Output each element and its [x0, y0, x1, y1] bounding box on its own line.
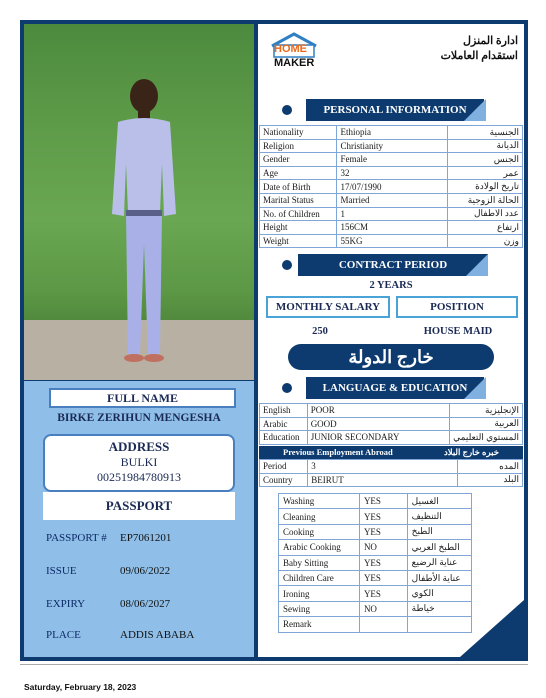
- contract-section-header: [258, 254, 524, 276]
- personal-info-row-arabic: وزن: [447, 234, 522, 248]
- personal-section-title: PERSONAL INFORMATION: [306, 99, 484, 121]
- personal-info-row-value: Female: [337, 153, 447, 167]
- personal-info-row-label: Date of Birth: [260, 180, 337, 194]
- contract-section-title: CONTRACT PERIOD: [298, 254, 488, 276]
- language-row-value: GOOD: [307, 417, 449, 431]
- language-row-arabic: المستوي التعليمي: [450, 431, 523, 445]
- logo-home-text: HOME: [274, 43, 307, 55]
- personal-info-row: [260, 207, 523, 221]
- language-table: [259, 403, 523, 445]
- passport-heading: PASSPORT: [43, 492, 235, 520]
- employment-row-arabic: المده: [458, 460, 523, 474]
- employment-row-value: BEIRUT: [308, 473, 458, 487]
- personal-info-table: [259, 125, 523, 248]
- skill-row: [279, 494, 472, 509]
- logo-maker-text: MAKER: [274, 57, 315, 69]
- skill-row: [279, 617, 472, 632]
- personal-info-row-value: Ethiopia: [337, 126, 447, 140]
- bullet-icon: [282, 105, 292, 115]
- personal-info-row-value: 1: [337, 207, 447, 221]
- abroad-banner: خارج الدولة: [288, 344, 494, 370]
- personal-info-row-arabic: عمر: [447, 166, 522, 180]
- personal-info-row-value: 156CM: [337, 221, 447, 235]
- personal-info-row: [260, 139, 523, 153]
- issue-value: 09/06/2022: [120, 565, 171, 577]
- personal-info-row: [260, 153, 523, 167]
- language-row: [260, 431, 523, 445]
- employment-header-label: Previous Employment Abroad: [283, 447, 393, 457]
- expiry-label: EXPIRY: [46, 598, 86, 610]
- address-value: BULKI: [120, 455, 158, 469]
- skill-row-value: YES: [359, 586, 407, 601]
- position-label: POSITION: [396, 296, 518, 318]
- address-label: ADDRESS: [108, 439, 170, 454]
- language-row-label: English: [260, 404, 308, 418]
- language-row-arabic: العربية: [450, 417, 523, 431]
- skill-row-value: YES: [359, 509, 407, 524]
- skill-row-label: Children Care: [279, 570, 360, 585]
- footer-date: Saturday, February 18, 2023: [24, 682, 137, 692]
- language-row: [260, 417, 523, 431]
- skill-row-arabic: عناية الرضيع: [407, 555, 471, 570]
- language-row-label: Education: [260, 431, 308, 445]
- personal-info-row-value: 17/07/1990: [337, 180, 447, 194]
- full-name-value: BIRKE ZERIHUN MENGESHA: [57, 412, 221, 424]
- personal-info-row-label: Weight: [260, 234, 337, 248]
- skill-row-value: NO: [359, 540, 407, 555]
- skill-row-value: YES: [359, 555, 407, 570]
- language-row-label: Arabic: [260, 417, 308, 431]
- skill-row-value: YES: [359, 524, 407, 539]
- contract-period-value: 2 YEARS: [369, 280, 413, 291]
- expiry-value: 08/06/2027: [120, 598, 171, 610]
- personal-info-row-value: Christianity: [337, 139, 447, 153]
- skill-row: [279, 555, 472, 570]
- language-row: [260, 404, 523, 418]
- personal-info-row: [260, 221, 523, 235]
- employment-row: [260, 460, 523, 474]
- language-section-header: [258, 377, 524, 399]
- personal-info-row-arabic: تاريخ الولادة: [447, 180, 522, 194]
- personal-section-header: [258, 99, 524, 121]
- employment-header-arabic: خبره خارج البلاد: [443, 447, 499, 457]
- place-label: PLACE: [46, 629, 81, 641]
- personal-info-row-label: Age: [260, 166, 337, 180]
- home-maker-logo: [268, 32, 320, 72]
- skill-row-label: Cleaning: [279, 509, 360, 524]
- personal-info-row-label: Marital Status: [260, 193, 337, 207]
- person-figure: [104, 64, 184, 364]
- full-name-label: FULL NAME: [49, 388, 236, 408]
- skill-row-value: NO: [359, 601, 407, 616]
- personal-info-row-arabic: عدد الاطفال: [447, 207, 522, 221]
- personal-info-row-arabic: ارتفاع: [447, 221, 522, 235]
- language-row-value: JUNIOR SECONDARY: [307, 431, 449, 445]
- skill-row: [279, 509, 472, 524]
- personal-info-row: [260, 126, 523, 140]
- personal-info-row: [260, 180, 523, 194]
- employment-row-arabic: البلد: [458, 473, 523, 487]
- skill-row-arabic: خياطة: [407, 601, 471, 616]
- corner-decoration: [460, 600, 524, 657]
- personal-info-row: [260, 166, 523, 180]
- skill-row: [279, 586, 472, 601]
- skill-row: [279, 540, 472, 555]
- employment-row-value: 3: [308, 460, 458, 474]
- skill-row: [279, 524, 472, 539]
- skill-row-arabic: عناية الأطفال: [407, 570, 471, 585]
- language-row-arabic: الإنجليزية: [450, 404, 523, 418]
- employment-row: [260, 473, 523, 487]
- footer-divider: [20, 664, 528, 665]
- skill-row-label: Arabic Cooking: [279, 540, 360, 555]
- arabic-header-line2: استقدام العاملات: [440, 50, 518, 62]
- monthly-salary-value: 250: [312, 326, 328, 337]
- personal-info-row-arabic: الجنسية: [447, 126, 522, 140]
- skill-row-label: Baby Sitting: [279, 555, 360, 570]
- skill-row-arabic: الكوي: [407, 586, 471, 601]
- personal-info-row: [260, 193, 523, 207]
- personal-info-row: [260, 234, 523, 248]
- skill-row-value: YES: [359, 570, 407, 585]
- corner-triangle-icon: [464, 377, 486, 399]
- personal-info-row-label: No. of Children: [260, 207, 337, 221]
- skills-table: [278, 493, 472, 633]
- skill-row: [279, 601, 472, 616]
- skill-row-arabic: الطبخ العربي: [407, 540, 471, 555]
- language-row-value: POOR: [307, 404, 449, 418]
- personal-info-row-label: Gender: [260, 153, 337, 167]
- personal-info-row-arabic: الجنس: [447, 153, 522, 167]
- place-value: ADDIS ABABA: [120, 629, 195, 641]
- employment-row-label: Country: [260, 473, 308, 487]
- corner-triangle-icon: [464, 99, 486, 121]
- address-box: [43, 434, 235, 492]
- skill-row-arabic: الغسيل: [407, 494, 471, 509]
- employment-header: [259, 446, 523, 459]
- arabic-header-line1: ادارة المنزل: [463, 35, 518, 47]
- skill-row-label: Sewing: [279, 601, 360, 616]
- skill-row-arabic: الطبخ: [407, 524, 471, 539]
- monthly-salary-label: MONTHLY SALARY: [266, 296, 390, 318]
- personal-info-row-label: Nationality: [260, 126, 337, 140]
- skill-row-label: Cooking: [279, 524, 360, 539]
- skill-row-arabic: التنظيف: [407, 509, 471, 524]
- skill-row-value: YES: [359, 494, 407, 509]
- personal-info-row-label: Height: [260, 221, 337, 235]
- skill-row-label: Ironing: [279, 586, 360, 601]
- corner-triangle-icon: [466, 254, 488, 276]
- arabic-agency-name: [440, 34, 518, 64]
- passport-number-value: EP7061201: [120, 532, 172, 544]
- passport-number-label: PASSPORT #: [46, 532, 107, 544]
- personal-info-row-value: Married: [337, 193, 447, 207]
- skill-row-label: Remark: [279, 617, 360, 632]
- candidate-photo: [24, 24, 254, 380]
- employment-table: [259, 459, 523, 487]
- phone-value: 00251984780913: [97, 470, 181, 484]
- personal-info-row-arabic: الديانة: [447, 139, 522, 153]
- employment-row-label: Period: [260, 460, 308, 474]
- personal-info-row-value: 32: [337, 166, 447, 180]
- language-section-title: LANGUAGE & EDUCATION: [306, 377, 484, 399]
- personal-info-row-value: 55KG: [337, 234, 447, 248]
- issue-label: ISSUE: [46, 565, 77, 577]
- personal-info-row-arabic: الحالة الزوجية: [447, 193, 522, 207]
- skill-row: [279, 570, 472, 585]
- skill-row-label: Washing: [279, 494, 360, 509]
- bullet-icon: [282, 260, 292, 270]
- personal-info-row-label: Religion: [260, 139, 337, 153]
- position-value: HOUSE MAID: [423, 326, 493, 337]
- bullet-icon: [282, 383, 292, 393]
- skill-row-value: [359, 617, 407, 632]
